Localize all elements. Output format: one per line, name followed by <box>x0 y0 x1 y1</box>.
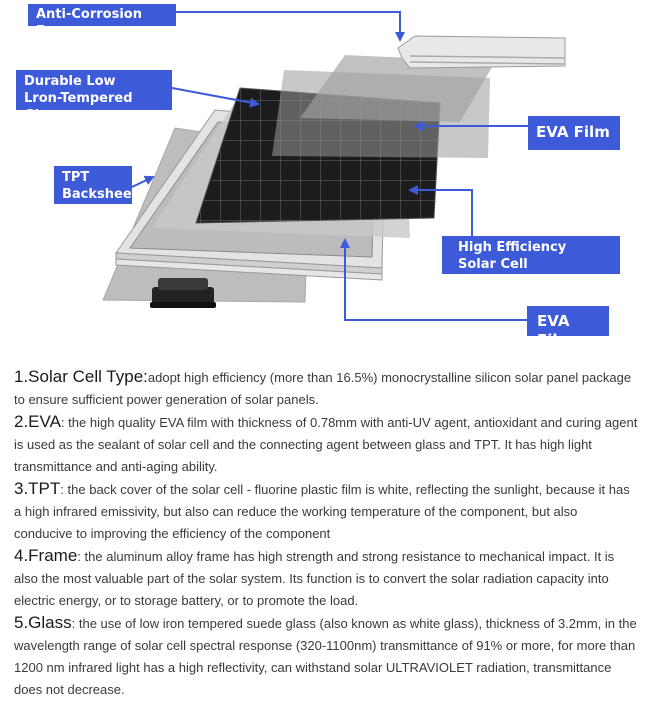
spec-heading: 3.TPT <box>14 479 61 498</box>
label-eva-film-bottom: EVA Film <box>527 306 609 336</box>
spec-solar-cell-type: 1.Solar Cell Type:adopt high efficiency (more than 16.5%) monocrystalline silicon solar panel package to ensure sufficient power generation of solar panels. <box>14 367 632 407</box>
label-tempered-glass: Durable Low Lron-Tempered Glass <box>16 70 172 110</box>
frame-strip <box>398 36 565 68</box>
spec-glass: 5.Glass: the use of low iron tempered suede glass (also known as white glass), thickness of 3.2mm, in the wavelength range of solar cell spectral response (320-1100nm) transmittance of 91% or more, for more than 1200 nm infrared light has a high reflectivity, can withstand solar ULTRAVIOLET radiation, transmittance does not decrease. <box>14 613 637 697</box>
specification-list <box>14 366 638 701</box>
spec-heading: 5.Glass <box>14 613 72 632</box>
spec-text: the aluminum alloy frame has high strength and strong resistance to mechanical impact. It is also the most valuable part of the solar system. Its function is to convert the solar radiation capacity into electric energy, or to storage battery, or to promote the load. <box>14 549 615 608</box>
label-anti-corrosion-frame: Anti-Corrosion Frame <box>28 4 176 26</box>
label-tpt-backsheet: TPT Backsheet <box>54 166 132 204</box>
spec-text: the use of low iron tempered suede glass (also known as white glass), thickness of 3.2mm, in the wavelength range of solar cell spectral response (320-1100nm) transmittance of 91% or more, for more than 1200 nm infrared light has a high reflectivity, can withstand solar ULTRAVIOLET radiation, transmittance does not decrease. <box>14 616 637 697</box>
spec-heading: 1.Solar Cell Type <box>14 367 144 386</box>
junction-box <box>150 278 216 308</box>
spec-eva: 2.EVA: the high quality EVA film with thickness of 0.78mm with anti-UV agent, antioxidant and curing agent is used as the sealant of solar cell and the connecting agent between glass and TPT. It has high light transmittance and anti-aging ability. <box>14 412 638 474</box>
spec-heading: 4.Frame <box>14 546 78 565</box>
spec-text: adopt high efficiency (more than 16.5%) monocrystalline silicon solar panel package to ensure sufficient power generation of solar panels. <box>14 370 632 407</box>
arrow-tpt <box>132 177 153 187</box>
spec-heading: 2.EVA <box>14 412 61 431</box>
solar-panel-exploded-diagram <box>0 0 650 350</box>
spec-frame: 4.Frame: the aluminum alloy frame has high strength and strong resistance to mechanical impact. It is also the most valuable part of the solar system. Its function is to convert the solar radiation capacity into electric energy, or to storage battery, or to promote the load. <box>14 546 615 608</box>
arrow-anti-corrosion-frame <box>176 12 400 40</box>
spec-tpt: 3.TPT: the back cover of the solar cell - fluorine plastic film is white, reflecting the sunlight, because it has a high infrared emissivity, but also can reduce the working temperature of the component, but also conducive to improving the efficiency of the component <box>14 479 630 541</box>
label-solar-cell: High Efficiency Solar Cell <box>442 236 620 274</box>
spec-text: the back cover of the solar cell - fluorine plastic film is white, reflecting the sunlight, because it has a high infrared emissivity, but also can reduce the working temperature of the component, but also conducive to improving the efficiency of the component <box>14 482 630 541</box>
spec-text: the high quality EVA film with thickness of 0.78mm with anti-UV agent, antioxidant and curing agent is used as the sealant of solar cell and the connecting agent between glass and TPT. It has high light transmittance and anti-aging ability. <box>14 415 638 474</box>
label-eva-film-top: EVA Film <box>528 116 620 150</box>
